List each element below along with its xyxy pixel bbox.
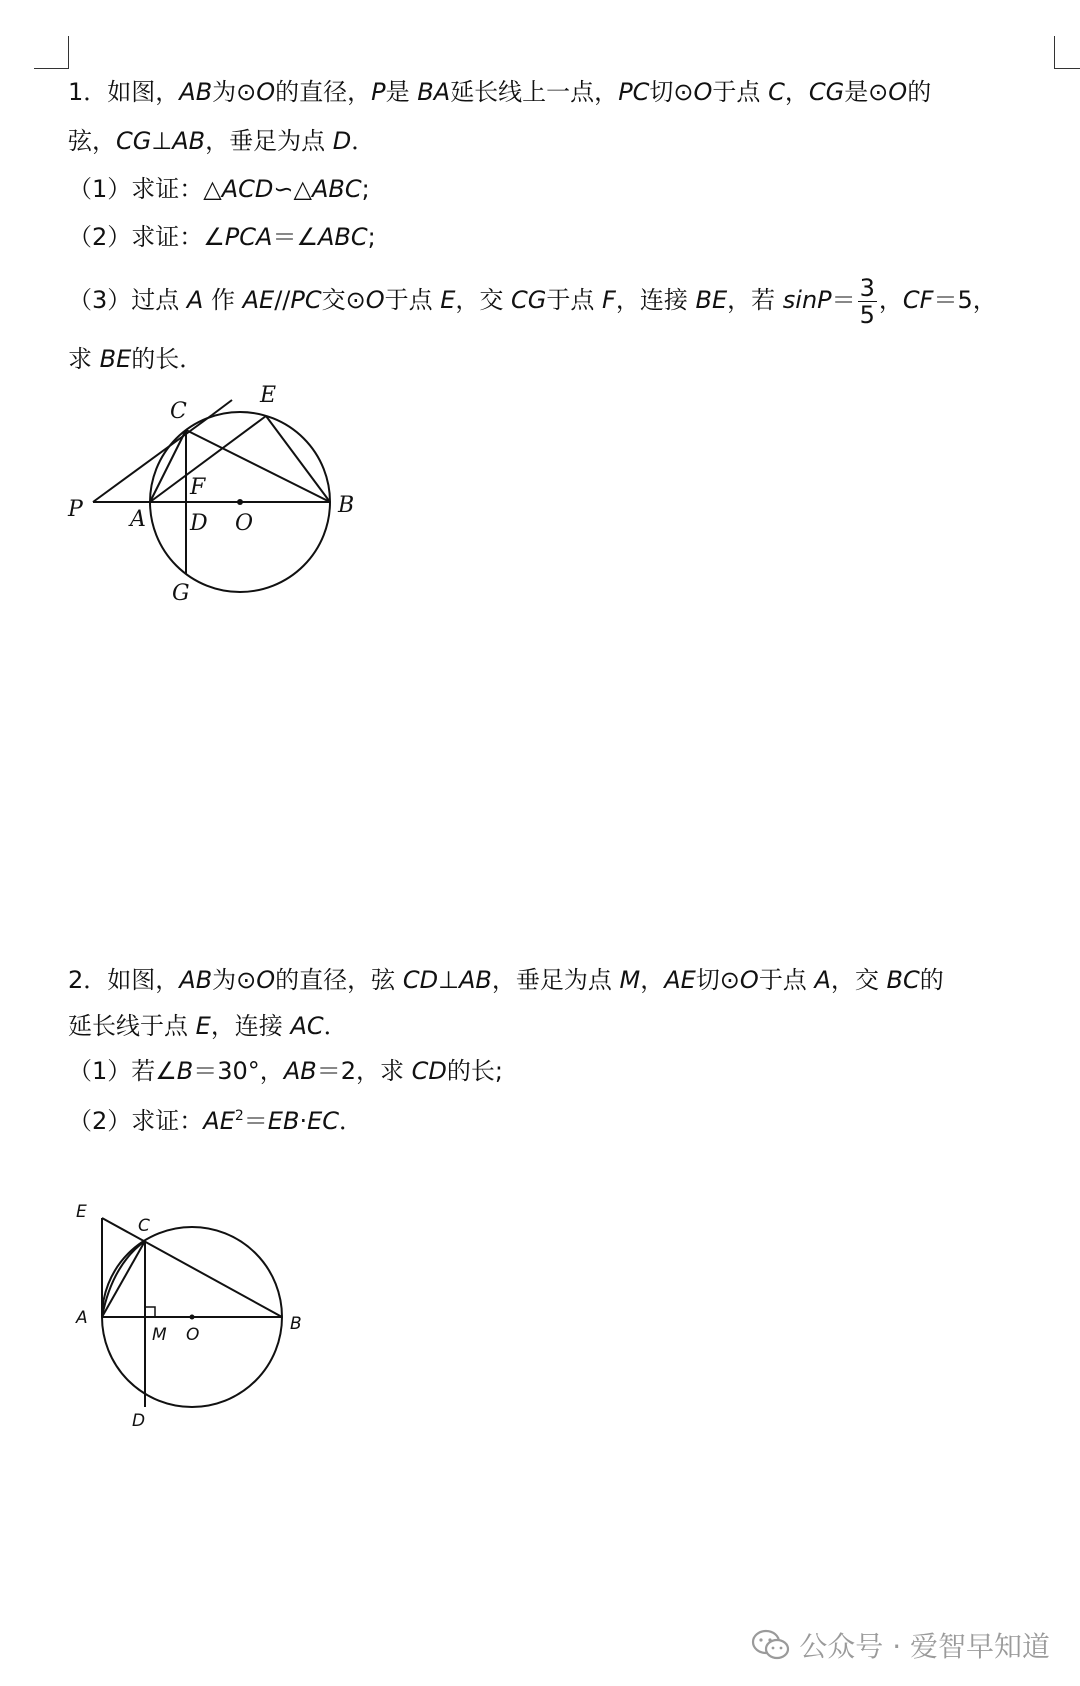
problem2-part2: （2）求证：$AE^2=EB\cdot EC$． — [68, 1107, 363, 1135]
fig2-label-a: A — [76, 1308, 88, 1328]
problem1-part3: （3）过点 A 作 AE//PC交⊙O于点 E，交 CG于点 F，连接 BE，若 sinP＝ $\frac{3}{5}$ ，CF＝5， — [68, 273, 997, 329]
fig2-right-angle-mark — [145, 1307, 155, 1317]
problem2-figure — [60, 1195, 320, 1435]
fig2-center-dot — [190, 1315, 195, 1320]
fig2-label-e: E — [76, 1202, 87, 1222]
watermark — [751, 1625, 1050, 1665]
problem2-line1: 2．如图，AB为⊙O的直径，弦 CD⊥AB，垂足为点 M，AE切⊙O于点 A，交 BC的 — [68, 966, 944, 994]
problem1-line1: 1．如图，AB为⊙O的直径，P是 BA延长线上一点，PC切⊙O于点 C，CG是⊙O的 — [68, 78, 932, 106]
sin-p-fraction: $\frac{3}{5}$ — [859, 273, 875, 329]
fig1-segment-ae — [150, 416, 266, 502]
fig1-segment-ca — [150, 430, 186, 502]
fig1-label-d: D — [190, 511, 208, 536]
fig1-label-o: O — [235, 511, 254, 536]
problem1-part2: （2）求证：∠PCA＝∠ABC; — [68, 223, 376, 251]
fig2-segment-ac — [102, 1241, 145, 1317]
fig2-label-m: M — [152, 1325, 167, 1345]
fig1-label-g: G — [172, 581, 190, 606]
fig2-label-o: O — [186, 1325, 200, 1345]
fig1-label-b: B — [338, 493, 355, 518]
problem1-line2: 弦，CG⊥AB，垂足为点 D． — [68, 127, 376, 155]
fig1-center-dot — [237, 499, 243, 505]
problem2-part1: （1）若∠B＝30°，AB＝2，求 CD的长; — [68, 1057, 503, 1085]
crop-mark-top-right — [1054, 36, 1080, 69]
problem1-figure — [60, 380, 380, 610]
fig1-segment-eb — [266, 416, 330, 502]
fig2-label-d: D — [132, 1411, 146, 1431]
fig1-label-a: A — [130, 507, 146, 532]
fig2-label-b: B — [290, 1314, 302, 1334]
fig1-label-p: P — [68, 497, 83, 522]
problem2-line2: 延长线于点 E，连接 AC． — [68, 1012, 348, 1040]
fig1-label-e: E — [260, 383, 277, 408]
fig1-label-c: C — [170, 399, 187, 424]
fig2-label-c: C — [138, 1216, 150, 1236]
crop-mark-top-left — [34, 36, 69, 69]
wechat-icon — [751, 1628, 791, 1662]
problem1-last-line: 求 BE的长． — [68, 345, 204, 373]
problem1-part1: （1）求证：△ACD∽△ABC; — [68, 175, 370, 203]
fig1-label-f: F — [190, 475, 206, 500]
watermark-text: 公众号 · 爱智早知道 — [799, 1630, 1050, 1663]
fig1-segment-cb — [186, 430, 330, 502]
